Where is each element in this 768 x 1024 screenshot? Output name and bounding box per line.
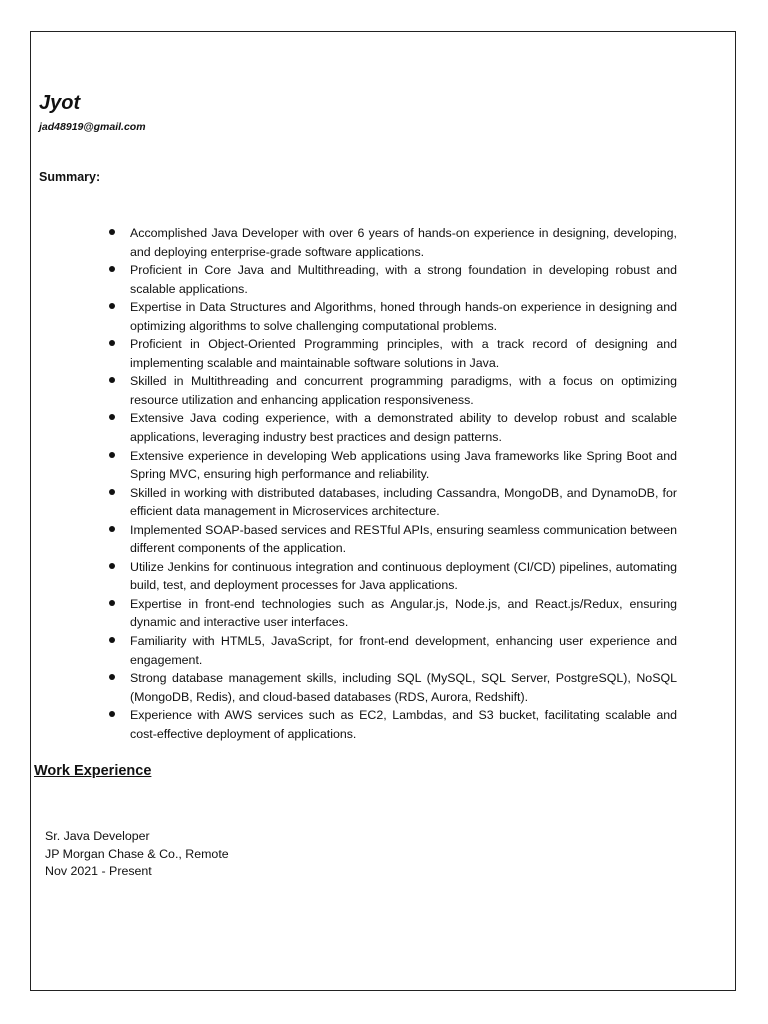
summary-item (109, 224, 677, 261)
bullet-icon (109, 526, 115, 532)
summary-item (109, 484, 677, 521)
bullet-icon (109, 377, 115, 383)
job-title: Sr. Java Developer (45, 829, 150, 843)
summary-item (109, 335, 677, 372)
summary-item (109, 558, 677, 595)
summary-item (109, 595, 677, 632)
summary-item (109, 409, 677, 446)
summary-heading: Summary: (39, 170, 101, 184)
work-experience-heading: Work Experience (34, 763, 152, 779)
job-dates: Nov 2021 - Present (45, 864, 152, 878)
summary-list (109, 224, 677, 743)
summary-item (109, 298, 677, 335)
summary-item-text: Experience with AWS services such as EC2, Lambdas, and S3 bucket, facilitating scalable and cost-effective deployment of applications. (130, 708, 677, 741)
job-company: JP Morgan Chase & Co., Remote (45, 846, 229, 861)
summary-item-text: Skilled in working with distributed databases, including Cassandra, MongoDB, and DynamoDB, for efficient data management in Microservices architecture. (130, 485, 677, 519)
summary-item-text: Proficient in Object-Oriented Programming principles, with a track record of designing and implementing scalable and maintainable software solutions in Java. (130, 337, 677, 370)
summary-item (109, 669, 677, 706)
bullet-icon (109, 414, 115, 420)
bullet-icon (109, 563, 115, 569)
bullet-icon (109, 229, 115, 235)
job-entry (45, 828, 229, 881)
summary-item (109, 372, 677, 409)
summary-item (109, 521, 677, 558)
candidate-email: jad48919@gmail.com (39, 121, 146, 133)
bullet-icon (109, 340, 115, 346)
summary-item-text: Familiarity with HTML5, JavaScript, for front-end development, enhancing user experience and engagement. (130, 634, 677, 667)
bullet-icon (109, 489, 115, 495)
summary-item (109, 447, 677, 484)
summary-item-text: Extensive Java coding experience, with a demonstrated ability to develop robust and scalable applications, leveraging industry best practices and design patterns. (130, 411, 677, 444)
summary-item-text: Utilize Jenkins for continuous integration and continuous deployment (CI/CD) pipelines, automating build, test, and deployment processes for Java applications. (130, 559, 677, 593)
candidate-name: Jyot (39, 92, 81, 114)
summary-item-text: Skilled in Multithreading and concurrent programming paradigms, with a focus on optimizing resource utilization and enhancing application responsiveness. (130, 374, 677, 407)
summary-item-text: Implemented SOAP-based services and RESTful APIs, ensuring seamless communication between different components of the application. (130, 522, 677, 556)
summary-item-text: Extensive experience in developing Web applications using Java frameworks like Spring Boot and Spring MVC, ensuring high performance and reliability. (130, 448, 677, 482)
bullet-icon (109, 266, 115, 272)
summary-item-text: Accomplished Java Developer with over 6 years of hands-on experience in designing, developing, and deploying enterprise-grade software applications. (130, 226, 677, 259)
summary-item (109, 632, 677, 669)
bullet-icon (109, 637, 115, 643)
summary-item-text: Expertise in front-end technologies such as Angular.js, Node.js, and React.js/Redux, ensuring dynamic and interactive user interfaces. (130, 596, 677, 630)
summary-item-text: Expertise in Data Structures and Algorithms, honed through hands-on experience in designing and optimizing algorithms to solve challenging computational problems. (130, 300, 677, 333)
bullet-icon (109, 711, 115, 717)
bullet-icon (109, 674, 115, 680)
bullet-icon (109, 600, 115, 606)
summary-item-text: Strong database management skills, including SQL (MySQL, SQL Server, PostgreSQL), NoSQL (MongoDB, Redis), and cloud-based databases (RDS, Aurora, Redshift). (130, 671, 677, 704)
summary-item (109, 261, 677, 298)
bullet-icon (109, 452, 115, 458)
summary-item-text: Proficient in Core Java and Multithreading, with a strong foundation in developing robust and scalable applications. (130, 263, 677, 296)
bullet-icon (109, 303, 115, 309)
summary-item (109, 706, 677, 743)
